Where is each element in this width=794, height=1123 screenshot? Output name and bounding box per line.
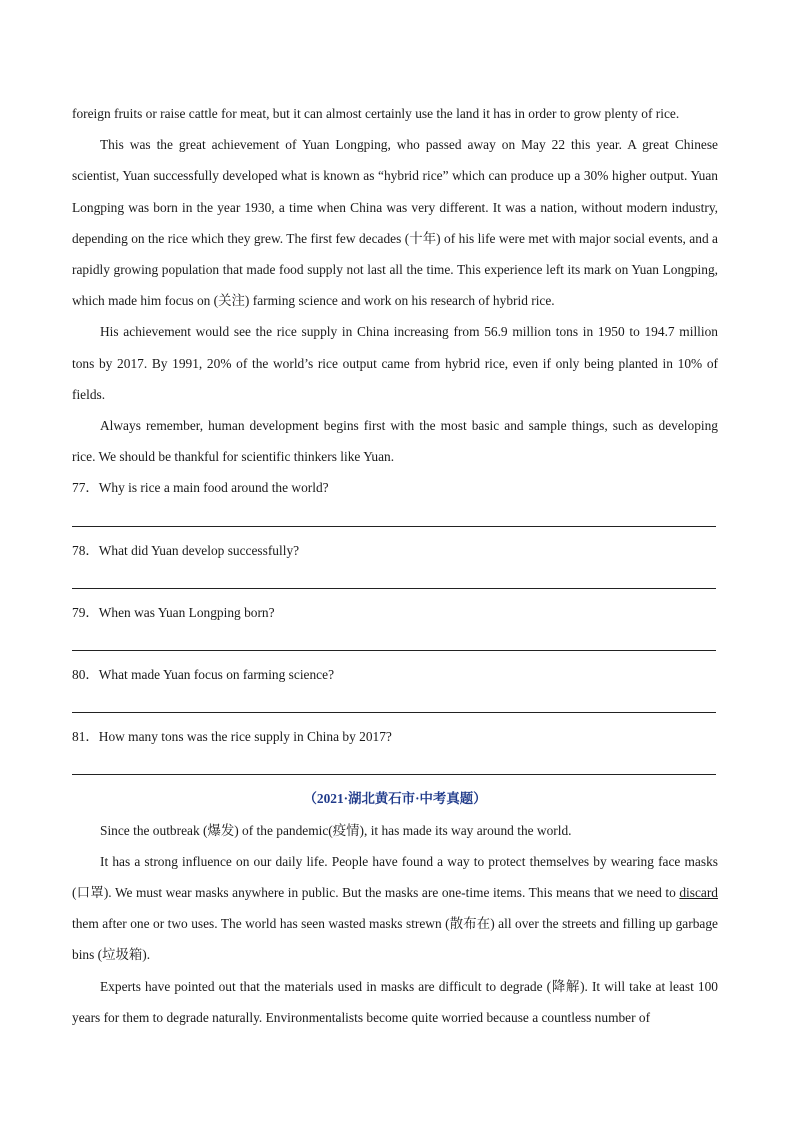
underlined-word: discard xyxy=(679,885,718,901)
answer-line[interactable] xyxy=(72,504,716,527)
passage1-paragraph-1: This was the great achievement of Yuan Longping, who passed away on May 22 this year. A great Chinese scientist, Yuan successfully developed what is known as “hybrid rice” which can produce up a 30% higher output. Yuan Longping was born in the year 1930, a time when China was very different. It was a nation, without modern industry, depending on the rice which they grew. The first few decades (十年) of his life were met with major social events, and a rapidly growing population that made food supply not last all the time. This experience left its mark on Yuan Longping, which made him focus on (关注) farming science and work on his research of hybrid rice. xyxy=(72,137,718,309)
text-span: It has a strong influence on our daily life. People have found a way to protect themselves by wearing face masks (口罩). We must wear masks anywhere in public. But the masks are one-time items. This means that we need to xyxy=(72,853,718,901)
question-text: 79．When was Yuan Longping born? xyxy=(72,604,275,620)
passage2-paragraph-2 xyxy=(72,846,718,971)
question-78 xyxy=(72,535,718,589)
answer-line[interactable] xyxy=(72,628,716,651)
passage2-paragraph-3: Experts have pointed out that the materials used in masks are difficult to degrade (降解). It will take at least 100 years for them to degrade naturally. Environmentalists become quite worried because a countless number of xyxy=(72,978,718,1025)
passage1-paragraph-3: Always remember, human development begins first with the most basic and sample things, such as developing rice. We should be thankful for scientific thinkers like Yuan. xyxy=(72,418,718,465)
answer-line[interactable] xyxy=(72,752,716,775)
passage1-paragraph-2: His achievement would see the rice supply in China increasing from 56.9 million tons in 1950 to 194.7 million tons by 2017. By 1991, 20% of the world’s rice output came from hybrid rice, even if only being planted in 10% of fields. xyxy=(72,324,718,402)
question-81 xyxy=(72,721,718,775)
question-79 xyxy=(72,597,718,651)
question-text: 80．What made Yuan focus on farming science? xyxy=(72,667,335,683)
document-body xyxy=(72,98,718,1033)
question-text: 78．What did Yuan develop successfully? xyxy=(72,542,300,558)
answer-line[interactable] xyxy=(72,566,716,589)
question-text: 81．How many tons was the rice supply in China by 2017? xyxy=(72,729,392,745)
answer-line[interactable] xyxy=(72,690,716,713)
section-title: （2021·湖北黄石市·中考真题） xyxy=(303,791,487,807)
passage1-paragraph-0: foreign fruits or raise cattle for meat, but it can almost certainly use the land it has in order to grow plenty of rice. xyxy=(72,106,680,121)
question-77 xyxy=(72,472,718,526)
passage2-paragraph-1: Since the outbreak (爆发) of the pandemic(疫情), it has made its way around the world. xyxy=(100,822,572,838)
question-80 xyxy=(72,659,718,713)
question-text: 77．Why is rice a main food around the world? xyxy=(72,480,329,496)
text-span: them after one or two uses. The world has seen wasted masks strewn (散布在) all over the streets and filling up garbage bins (垃圾箱). xyxy=(72,916,718,963)
